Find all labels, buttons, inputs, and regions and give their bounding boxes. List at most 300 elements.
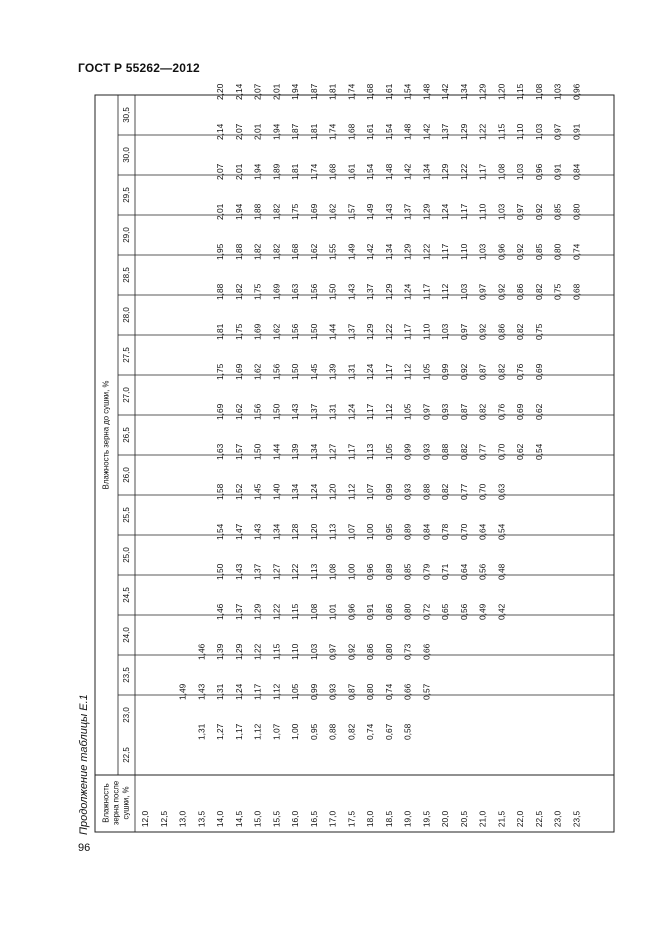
table-cell: 1,37 — [440, 123, 450, 140]
table-cell: 0,85 — [533, 243, 544, 260]
table-cell: 1,08 — [496, 163, 507, 180]
table-cell: 1,61 — [365, 123, 375, 140]
table-cell: 0,66 — [421, 643, 432, 660]
table-cell: 0,69 — [533, 363, 544, 380]
table-cell: 0,82 — [440, 483, 450, 500]
table-cell: 2,01 — [271, 83, 282, 100]
table-cell: 0,77 — [458, 483, 469, 500]
table-cell: 1,50 — [271, 403, 282, 420]
row-label: 14,5 — [233, 810, 244, 828]
table-cell: 1,82 — [271, 243, 282, 260]
table-cell: 1,43 — [290, 403, 300, 420]
table-cell: 1,56 — [252, 403, 263, 420]
table-cell: 1,57 — [346, 203, 357, 220]
table-cell: 0,89 — [402, 523, 413, 540]
table-cell: 1,17 — [383, 363, 394, 380]
table-cell: 2,07 — [233, 123, 244, 140]
table-cell: 0,62 — [533, 403, 544, 420]
table-cell: 0,80 — [365, 683, 375, 700]
table-cell: 0,63 — [496, 483, 507, 500]
row-label: 16,0 — [290, 810, 300, 828]
table-cell: 1,20 — [308, 523, 319, 540]
table-cell: 1,88 — [215, 283, 225, 300]
table-cell: 0,92 — [496, 283, 507, 300]
table-cell: 0,86 — [365, 643, 375, 660]
table-cell: 2,14 — [215, 123, 225, 140]
table-cell: 0,73 — [402, 643, 413, 660]
table-cell: 1,17 — [440, 243, 450, 260]
table-cell: 1,03 — [458, 283, 469, 300]
table-cell: 1,75 — [233, 323, 244, 340]
table-cell: 1,56 — [290, 323, 300, 340]
table-cell: 1,13 — [365, 443, 375, 460]
row-label: 12,5 — [158, 810, 169, 828]
table-cell: 1,24 — [402, 283, 413, 300]
table-cell: 1,12 — [252, 723, 263, 740]
table-cell: 0,91 — [365, 603, 375, 620]
table-cell: 1,24 — [233, 683, 244, 700]
table-cell: 1,01 — [327, 603, 338, 620]
table-cell: 1,31 — [196, 723, 207, 740]
table-cell: 1,74 — [308, 163, 319, 180]
row-label: 18,0 — [365, 810, 375, 828]
table-cell: 1,62 — [252, 363, 263, 380]
table-cell: 1,37 — [308, 403, 319, 420]
table-cell: 1,15 — [496, 123, 507, 140]
table-cell: 0,58 — [402, 723, 413, 740]
table-cell: 2,14 — [233, 83, 244, 100]
column-header: 24,0 — [122, 627, 131, 643]
table-cell: 0,97 — [477, 283, 488, 300]
table-cell: 1,40 — [271, 483, 282, 500]
column-header: 28,0 — [122, 307, 131, 323]
table-cell: 0,92 — [346, 643, 357, 660]
table-cell: 1,82 — [271, 203, 282, 220]
table-cell: 1,34 — [421, 163, 432, 180]
table-cell: 1,08 — [533, 83, 544, 100]
table-cell: 1,68 — [365, 83, 375, 100]
table-cell: 2,01 — [215, 203, 225, 220]
row-label: 17,5 — [346, 810, 357, 828]
row-header-text: зерна после — [111, 780, 121, 826]
row-label: 15,0 — [252, 810, 263, 828]
table-cell: 1,68 — [290, 243, 300, 260]
table-cell: 1,56 — [308, 283, 319, 300]
table-cell: 1,49 — [365, 203, 375, 220]
row-label: 22,0 — [515, 810, 525, 828]
table-cell: 0,99 — [308, 683, 319, 700]
row-label: 22,5 — [533, 810, 544, 828]
table-cell: 1,00 — [346, 563, 357, 580]
table-cell: 1,88 — [233, 243, 244, 260]
table-cell: 1,31 — [215, 683, 225, 700]
table-cell: 1,43 — [196, 683, 207, 700]
table-cell: 1,37 — [233, 603, 244, 620]
table-cell: 0,70 — [458, 523, 469, 540]
table-cell: 1,03 — [477, 243, 488, 260]
table-cell: 1,62 — [233, 403, 244, 420]
table-cell: 0,69 — [515, 403, 525, 420]
table-cell: 1,29 — [458, 123, 469, 140]
table-cell: 0,82 — [458, 443, 469, 460]
column-header: 25,0 — [122, 547, 131, 563]
table-cell: 1,43 — [233, 563, 244, 580]
table-cell: 1,42 — [365, 243, 375, 260]
table-cell: 0,57 — [421, 683, 432, 700]
table-cell: 1,17 — [365, 403, 375, 420]
table-cell: 1,15 — [290, 603, 300, 620]
table-cell: 1,55 — [327, 243, 338, 260]
table-cell: 0,97 — [552, 123, 563, 140]
table-cell: 1,03 — [496, 203, 507, 220]
table-cell: 1,22 — [290, 563, 300, 580]
row-label: 17,0 — [327, 810, 338, 828]
table-cell: 0,87 — [477, 363, 488, 380]
row-label: 19,5 — [421, 810, 432, 828]
table-cell: 0,76 — [496, 403, 507, 420]
table-cell: 0,91 — [552, 163, 563, 180]
table-cell: 1,03 — [515, 163, 525, 180]
document-title: ГОСТ Р 55262—2012 — [78, 61, 200, 75]
row-label: 16,5 — [308, 810, 319, 828]
table-cell: 1,69 — [252, 323, 263, 340]
table-cell: 0,97 — [515, 203, 525, 220]
table-cell: 1,94 — [233, 203, 244, 220]
table-cell: 1,45 — [252, 483, 263, 500]
table-cell: 1,27 — [271, 563, 282, 580]
table-cell: 1,87 — [308, 83, 319, 100]
table-cell: 1,27 — [215, 723, 225, 740]
table-cell: 0,82 — [533, 283, 544, 300]
table-cell: 0,76 — [515, 363, 525, 380]
table-cell: 1,49 — [177, 683, 188, 700]
table-cell: 1,48 — [402, 123, 413, 140]
table-cell: 1,81 — [215, 323, 225, 340]
table-cell: 1,17 — [421, 283, 432, 300]
table-cell: 1,12 — [346, 483, 357, 500]
table-cell: 1,46 — [215, 603, 225, 620]
row-label: 18,5 — [383, 810, 394, 828]
table-cell: 0,99 — [402, 443, 413, 460]
table-cell: 0,71 — [440, 563, 450, 580]
table-cell: 0,87 — [458, 403, 469, 420]
table-cell: 0,80 — [402, 603, 413, 620]
table-cell: 1,69 — [233, 363, 244, 380]
table-cell: 0,74 — [365, 723, 375, 740]
table-cell: 1,68 — [346, 123, 357, 140]
table-cell: 1,37 — [402, 203, 413, 220]
table-cell: 1,69 — [215, 403, 225, 420]
table-cell: 1,54 — [365, 163, 375, 180]
table-cell: 1,69 — [271, 283, 282, 300]
table-cell: 1,50 — [308, 323, 319, 340]
table-cell: 0,82 — [496, 363, 507, 380]
table-cell: 1,05 — [383, 443, 394, 460]
table-cell: 1,88 — [252, 203, 263, 220]
table-cell: 1,03 — [533, 123, 544, 140]
table-cell: 0,89 — [383, 563, 394, 580]
table-cell: 1,82 — [252, 243, 263, 260]
table-cell: 0,88 — [421, 483, 432, 500]
table-cell: 1,39 — [215, 643, 225, 660]
table-cell: 1,94 — [271, 123, 282, 140]
table-cell: 1,50 — [327, 283, 338, 300]
row-label: 23,0 — [552, 810, 563, 828]
row-label: 23,5 — [571, 810, 582, 828]
table-cell: 1,29 — [365, 323, 375, 340]
row-label: 13,0 — [177, 810, 188, 828]
table-cell: 1,44 — [327, 323, 338, 340]
row-label: 20,5 — [458, 810, 469, 828]
table-cell: 1,29 — [252, 603, 263, 620]
column-header: 29,0 — [122, 227, 131, 243]
table-cell: 1,28 — [290, 523, 300, 540]
table-cell: 0,95 — [308, 723, 319, 740]
table-cell: 1,34 — [271, 523, 282, 540]
table-cell: 1,20 — [327, 483, 338, 500]
table-cell: 1,29 — [233, 643, 244, 660]
table-cell: 1,42 — [402, 163, 413, 180]
column-header: 23,0 — [122, 707, 131, 723]
table-cell: 0,84 — [571, 163, 582, 180]
table-cell: 1,61 — [383, 83, 394, 100]
table-cell: 0,86 — [383, 603, 394, 620]
table-cell: 1,17 — [458, 203, 469, 220]
table-cell: 1,29 — [477, 83, 488, 100]
table-cell: 0,82 — [515, 323, 525, 340]
table-cell: 1,34 — [383, 243, 394, 260]
table-cell: 1,94 — [252, 163, 263, 180]
table-cell: 1,22 — [271, 603, 282, 620]
column-header: 22,5 — [122, 747, 131, 763]
column-header: 26,0 — [122, 467, 131, 483]
table-cell: 0,96 — [571, 83, 582, 100]
table-cell: 1,22 — [421, 243, 432, 260]
page-number: 96 — [78, 842, 91, 854]
table-cell: 0,99 — [383, 483, 394, 500]
table-cell: 0,56 — [477, 563, 488, 580]
table-cell: 0,96 — [496, 243, 507, 260]
table-cell: 1,62 — [327, 203, 338, 220]
table-cell: 0,80 — [552, 243, 563, 260]
column-header: 27,5 — [122, 347, 131, 363]
table-cell: 0,74 — [571, 243, 582, 260]
table-cell: 0,48 — [496, 563, 507, 580]
table-cell: 1,17 — [252, 683, 263, 700]
table-cell: 1,17 — [346, 443, 357, 460]
table-cell: 0,96 — [346, 603, 357, 620]
table-cell: 1,63 — [215, 443, 225, 460]
column-header: 29,5 — [122, 187, 131, 203]
table-cell: 1,05 — [402, 403, 413, 420]
table-cell: 1,00 — [365, 523, 375, 540]
table-cell: 0,75 — [533, 323, 544, 340]
table-cell: 1,05 — [290, 683, 300, 700]
table-cell: 0,99 — [440, 363, 450, 380]
table-cell: 1,24 — [308, 483, 319, 500]
table-cell: 1,29 — [440, 163, 450, 180]
table-cell: 1,81 — [327, 83, 338, 100]
table-cell: 0,93 — [327, 683, 338, 700]
table-cell: 1,10 — [477, 203, 488, 220]
table-cell: 1,37 — [252, 563, 263, 580]
table-cell: 0,95 — [383, 523, 394, 540]
table-cell: 2,20 — [215, 83, 225, 100]
table-cell: 0,49 — [477, 603, 488, 620]
table-cell: 0,80 — [383, 643, 394, 660]
table-cell: 0,97 — [421, 403, 432, 420]
table-cell: 1,42 — [421, 123, 432, 140]
table-cell: 1,31 — [327, 403, 338, 420]
table-cell: 0,62 — [515, 443, 525, 460]
table-cell: 1,31 — [346, 363, 357, 380]
table-cell: 1,61 — [346, 163, 357, 180]
table-cell: 1,08 — [327, 563, 338, 580]
table-cell: 1,27 — [327, 443, 338, 460]
table-cell: 0,92 — [458, 363, 469, 380]
table-cell: 1,74 — [346, 83, 357, 100]
table-cell: 1,34 — [308, 443, 319, 460]
column-header: 24,5 — [122, 587, 131, 603]
table-cell: 0,70 — [477, 483, 488, 500]
table-cell: 1,94 — [290, 83, 300, 100]
table-cell: 1,03 — [552, 83, 563, 100]
table-cell: 1,57 — [233, 443, 244, 460]
row-label: 21,5 — [496, 810, 507, 828]
table-cell: 1,34 — [458, 83, 469, 100]
table-cell: 1,24 — [440, 203, 450, 220]
row-label: 21,0 — [477, 810, 488, 828]
table-cell: 1,22 — [477, 123, 488, 140]
table-cell: 0,42 — [496, 603, 507, 620]
table-cell: 0,87 — [346, 683, 357, 700]
table-cell: 0,92 — [515, 243, 525, 260]
table-cell: 1,22 — [383, 323, 394, 340]
table-cell: 0,66 — [402, 683, 413, 700]
table-cell: 0,93 — [402, 483, 413, 500]
table-cell: 0,75 — [552, 283, 563, 300]
table-cell: 1,75 — [215, 363, 225, 380]
table-cell: 1,43 — [346, 283, 357, 300]
column-header: 23,5 — [122, 667, 131, 683]
table-cell: 1,75 — [290, 203, 300, 220]
table-cell: 0,96 — [365, 563, 375, 580]
table-cell: 0,91 — [571, 123, 582, 140]
row-label: 19,0 — [402, 810, 413, 828]
table-cell: 2,01 — [233, 163, 244, 180]
table-cell: 0,72 — [421, 603, 432, 620]
table-cell: 0,82 — [477, 403, 488, 420]
table-cell: 0,97 — [327, 643, 338, 660]
table-cell: 1,81 — [308, 123, 319, 140]
table-cell: 1,58 — [215, 483, 225, 500]
table-cell: 1,17 — [233, 723, 244, 740]
table-cell: 0,74 — [383, 683, 394, 700]
table-cell: 1,87 — [290, 123, 300, 140]
table-cell: 1,10 — [421, 323, 432, 340]
table-cell: 1,10 — [458, 243, 469, 260]
table-cell: 0,88 — [327, 723, 338, 740]
table-caption: Продолжение таблицы Е.1 — [78, 694, 90, 835]
table-cell: 1,13 — [327, 523, 338, 540]
table-cell: 0,56 — [458, 603, 469, 620]
table-cell: 1,39 — [327, 363, 338, 380]
table-cell: 1,44 — [271, 443, 282, 460]
row-label: 13,5 — [196, 810, 207, 828]
column-header: 30,0 — [122, 147, 131, 163]
table-cell: 0,64 — [477, 523, 488, 540]
table-cell: 1,42 — [440, 83, 450, 100]
table-cell: 0,70 — [496, 443, 507, 460]
table-cell: 0,64 — [458, 563, 469, 580]
table-cell: 0,85 — [402, 563, 413, 580]
table-cell: 2,01 — [252, 123, 263, 140]
column-header: 28,5 — [122, 267, 131, 283]
row-label: 20,0 — [440, 810, 450, 828]
table-cell: 0,68 — [571, 283, 582, 300]
table-cell: 1,24 — [365, 363, 375, 380]
table-cell: 1,07 — [271, 723, 282, 740]
table-cell: 1,37 — [365, 283, 375, 300]
table-cell: 1,43 — [383, 203, 394, 220]
table-cell: 1,54 — [402, 83, 413, 100]
table-cell: 1,12 — [440, 283, 450, 300]
table-cell: 1,10 — [290, 643, 300, 660]
table-cell: 1,50 — [290, 363, 300, 380]
table-cell: 1,29 — [383, 283, 394, 300]
table-cell: 1,52 — [233, 483, 244, 500]
table-cell: 1,10 — [515, 123, 525, 140]
row-header-text: сушки, % — [121, 786, 131, 820]
table-cell: 0,88 — [440, 443, 450, 460]
table-cell: 2,07 — [215, 163, 225, 180]
table-cell: 1,15 — [271, 643, 282, 660]
table-cell: 0,97 — [458, 323, 469, 340]
table-cell: 1,17 — [402, 323, 413, 340]
table-cell: 0,67 — [383, 723, 394, 740]
table-cell: 1,54 — [215, 523, 225, 540]
table-cell: 1,62 — [271, 323, 282, 340]
table-cell: 1,22 — [458, 163, 469, 180]
table-cell: 1,50 — [252, 443, 263, 460]
table-cell: 1,54 — [383, 123, 394, 140]
table-cell: 0,77 — [477, 443, 488, 460]
table-cell: 0,96 — [533, 163, 544, 180]
table-cell: 1,63 — [290, 283, 300, 300]
row-label: 12,0 — [140, 810, 150, 828]
table-cell: 1,45 — [308, 363, 319, 380]
table-cell: 0,80 — [571, 203, 582, 220]
table-cell: 1,82 — [233, 283, 244, 300]
table-cell: 0,54 — [496, 523, 507, 540]
table-cell: 1,12 — [402, 363, 413, 380]
table-cell: 1,34 — [290, 483, 300, 500]
table-cell: 1,39 — [290, 443, 300, 460]
table-cell: 0,93 — [440, 403, 450, 420]
table-cell: 1,75 — [252, 283, 263, 300]
table-cell: 0,84 — [421, 523, 432, 540]
table-cell: 0,85 — [552, 203, 563, 220]
table-cell: 1,48 — [383, 163, 394, 180]
table-cell: 1,22 — [252, 643, 263, 660]
table-cell: 1,12 — [383, 403, 394, 420]
table-cell: 1,81 — [290, 163, 300, 180]
table-cell: 1,15 — [515, 83, 525, 100]
table-cell: 1,17 — [477, 163, 488, 180]
table-cell: 1,03 — [308, 643, 319, 660]
table-cell: 0,86 — [496, 323, 507, 340]
table-cell: 2,07 — [252, 83, 263, 100]
